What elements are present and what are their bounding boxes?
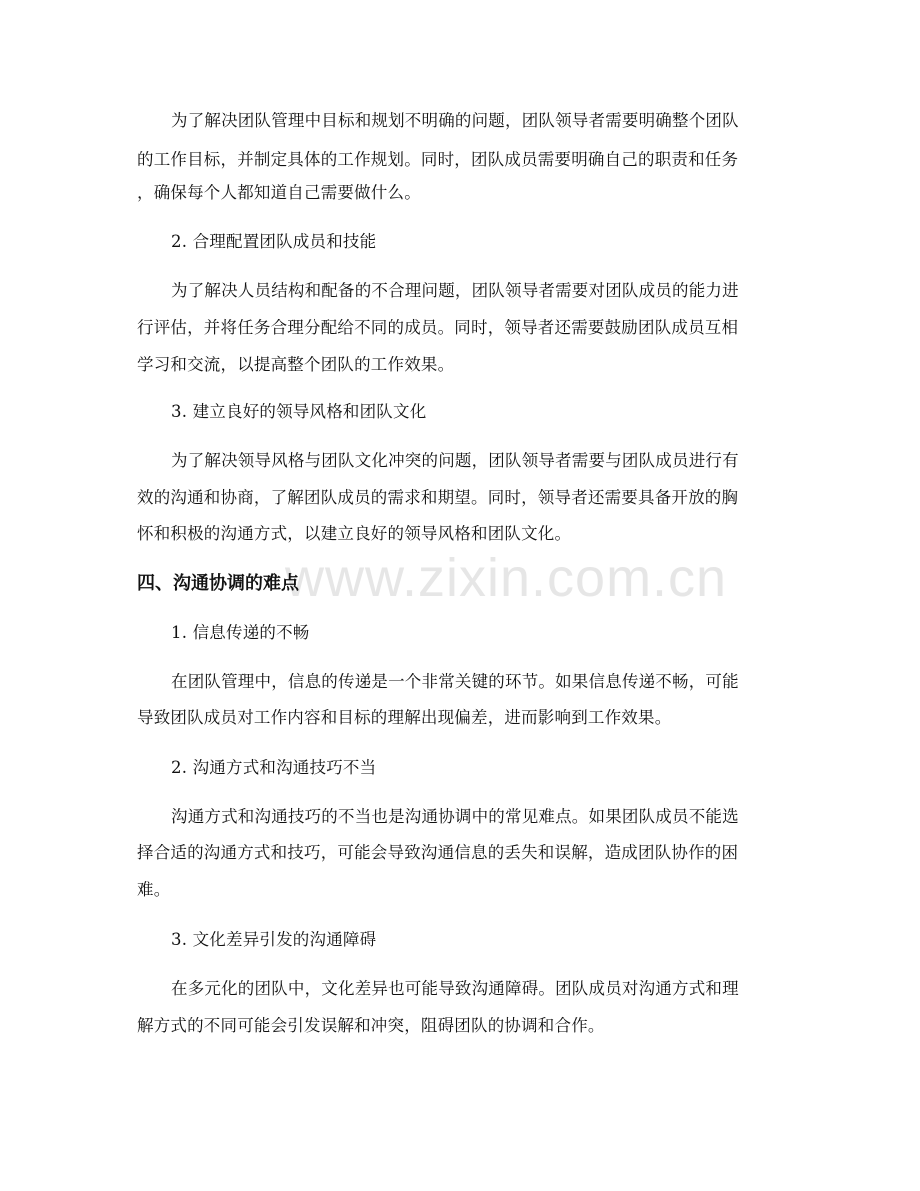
watermark: www.zixin.com.cn xyxy=(285,548,728,608)
paragraph-line: 择合适的沟通方式和技巧，可能会导致沟通信息的丢失和误解，造成团队协作的困 xyxy=(137,843,739,862)
paragraph-line: 为了解决领导风格与团队文化冲突的问题，团队领导者需要与团队成员进行有 xyxy=(171,451,739,470)
paragraph-line: 为了解决人员结构和配备的不合理问题，团队领导者需要对团队成员的能力进 xyxy=(171,281,739,300)
paragraph-line: 的工作目标，并制定具体的工作规划。同时，团队成员需要明确自己的职责和任务 xyxy=(137,150,739,169)
paragraph-line: 导致团队成员对工作内容和目标的理解出现偏差，进而影响到工作效果。 xyxy=(137,708,672,727)
section-heading: 四、沟通协调的难点 xyxy=(137,573,299,594)
subheading: 2. 沟通方式和沟通技巧不当 xyxy=(171,758,377,777)
paragraph-line: 在团队管理中，信息的传递是一个非常关键的环节。如果信息传递不畅，可能 xyxy=(171,672,739,691)
paragraph-line: 效的沟通和协商，了解团队成员的需求和期望。同时，领导者还需要具备开放的胸 xyxy=(137,488,739,507)
paragraph-line: ，确保每个人都知道自己需要做什么。 xyxy=(137,183,421,202)
subheading: 1. 信息传递的不畅 xyxy=(171,623,310,642)
subheading: 2. 合理配置团队成员和技能 xyxy=(171,232,377,251)
subheading: 3. 文化差异引发的沟通障碍 xyxy=(171,930,377,949)
subheading: 3. 建立良好的领导风格和团队文化 xyxy=(171,402,427,421)
paragraph-line: 解方式的不同可能会引发误解和冲突，阻碍团队的协调和合作。 xyxy=(137,1016,605,1035)
paragraph-line: 学习和交流，以提高整个团队的工作效果。 xyxy=(137,355,455,374)
paragraph-line: 在多元化的团队中，文化差异也可能导致沟通障碍。团队成员对沟通方式和理 xyxy=(171,979,739,998)
paragraph-line: 沟通方式和沟通技巧的不当也是沟通协调中的常见难点。如果团队成员不能选 xyxy=(171,807,739,826)
paragraph-line: 行评估，并将任务合理分配给不同的成员。同时，领导者还需要鼓励团队成员互相 xyxy=(137,318,739,337)
paragraph-line: 怀和积极的沟通方式，以建立良好的领导风格和团队文化。 xyxy=(137,524,572,543)
paragraph-line: 为了解决团队管理中目标和规划不明确的问题，团队领导者需要明确整个团队 xyxy=(171,111,739,130)
paragraph-line: 难。 xyxy=(137,880,171,899)
